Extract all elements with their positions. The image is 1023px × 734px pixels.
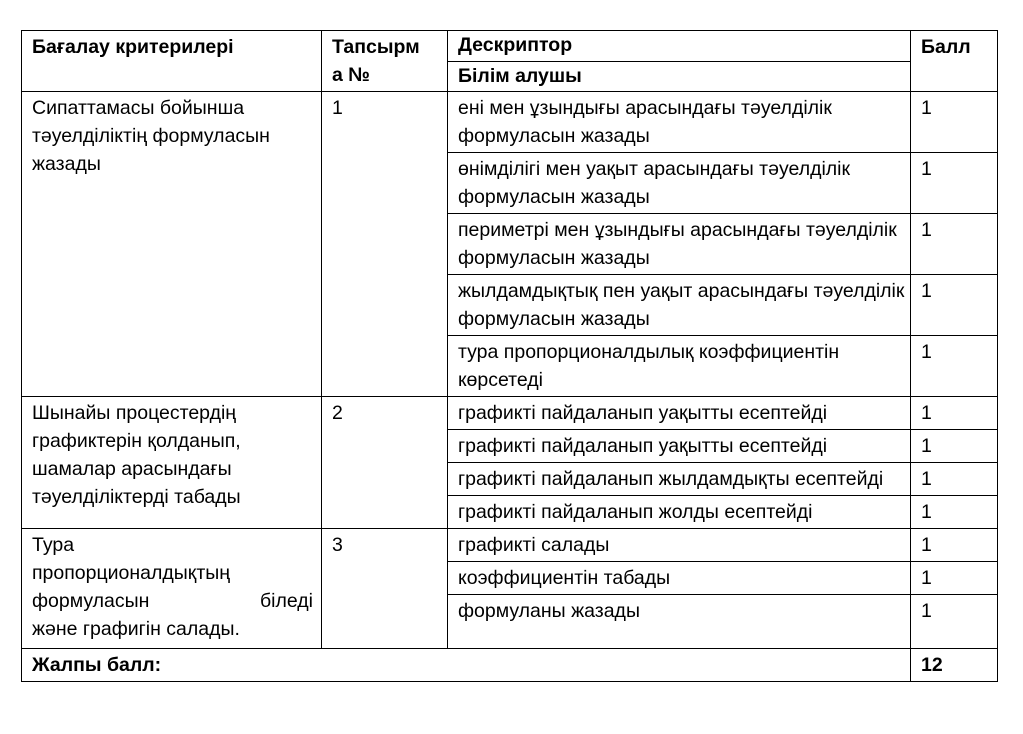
header-descriptor: Дескриптор [448, 31, 911, 62]
score-cell: 1 [911, 562, 998, 595]
descriptor-cell: графикті салады [448, 529, 911, 562]
criterion-cell: Сипаттамасы бойынша тәуелділіктің формуласын жазады [22, 92, 322, 397]
criterion-line: және графигін салады. [32, 618, 240, 640]
criterion-word: формуласын [32, 590, 150, 612]
header-score: Балл [911, 31, 998, 92]
table-row [22, 92, 998, 153]
descriptor-cell: жылдамдықтық пен уақыт арасындағы тәуелділік формуласын жазады [448, 275, 911, 336]
task-number-cell: 3 [322, 529, 448, 649]
descriptor-cell: формуланы жазады [448, 595, 911, 649]
criterion-line: пропорционалдықтың [32, 562, 231, 584]
criterion-line: Тура [32, 534, 75, 556]
descriptor-cell: графикті пайдаланып уақытты есептейді [448, 397, 911, 430]
header-task-line1: Тапсырм [332, 36, 420, 58]
score-cell: 1 [911, 153, 998, 214]
descriptor-cell: графикті пайдаланып жылдамдықты есептейді [448, 463, 911, 496]
score-cell: 1 [911, 430, 998, 463]
descriptor-cell: ені мен ұзындығы арасындағы тәуелділік формуласын жазады [448, 92, 911, 153]
criterion-word: біледі [259, 590, 313, 612]
score-cell: 1 [911, 496, 998, 529]
table-row [22, 529, 998, 562]
criterion-cell: Шынайы процестердің графиктерін қолданып, шамалар арасындағы тәуелділіктерді табады [22, 397, 322, 529]
score-cell: 1 [911, 595, 998, 649]
score-cell: 1 [911, 336, 998, 397]
criterion-line [32, 587, 321, 615]
descriptor-cell: тура пропорционалдылық коэффициентін көрсетеді [448, 336, 911, 397]
score-cell: 1 [911, 397, 998, 430]
task-number-cell: 2 [322, 397, 448, 529]
total-score: 12 [911, 649, 998, 682]
score-cell: 1 [911, 529, 998, 562]
total-label: Жалпы балл: [22, 649, 911, 682]
score-cell: 1 [911, 463, 998, 496]
header-row [22, 31, 998, 62]
total-row [22, 649, 998, 682]
header-learner: Білім алушы [448, 61, 911, 92]
descriptor-cell: өнімділігі мен уақыт арасындағы тәуелділік формуласын жазады [448, 153, 911, 214]
descriptor-cell: коэффициентін табады [448, 562, 911, 595]
table-row [22, 397, 998, 430]
header-task-line2: а № [332, 64, 371, 86]
task-number-cell: 1 [322, 92, 448, 397]
header-criteria: Бағалау критерилері [22, 31, 322, 92]
score-cell: 1 [911, 275, 998, 336]
descriptor-cell: графикті пайдаланып уақытты есептейді [448, 430, 911, 463]
header-task-number [322, 31, 448, 92]
descriptor-cell: графикті пайдаланып жолды есептейді [448, 496, 911, 529]
score-cell: 1 [911, 92, 998, 153]
criterion-cell [22, 529, 322, 649]
descriptor-cell: периметрі мен ұзындығы арасындағы тәуелділік формуласын жазады [448, 214, 911, 275]
score-cell: 1 [911, 214, 998, 275]
assessment-rubric-table [21, 30, 998, 682]
